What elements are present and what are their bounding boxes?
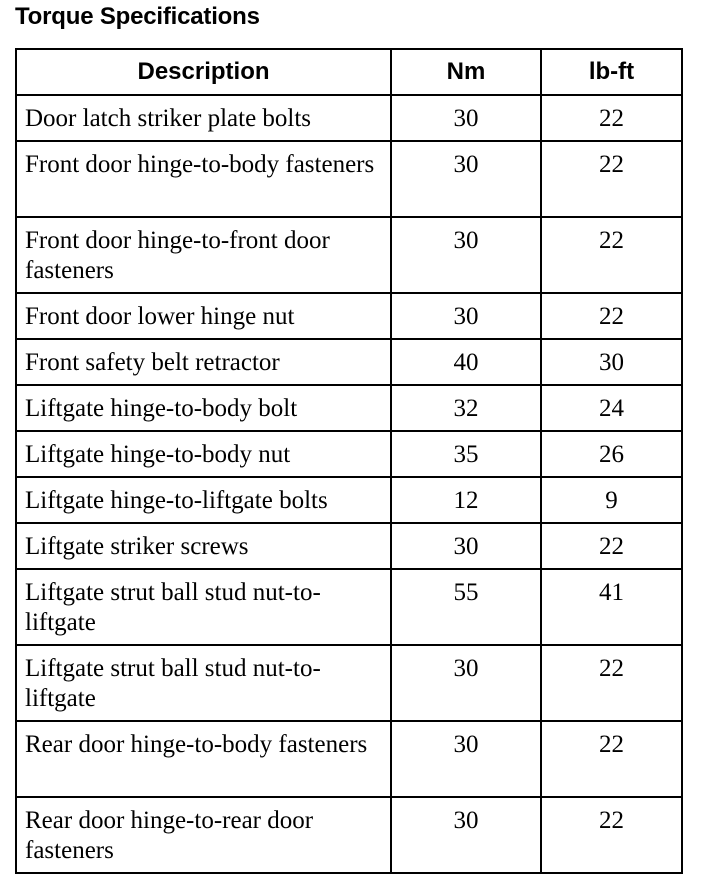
cell-nm: 30 [391,217,541,293]
header-row [16,49,682,95]
cell-lbft: 22 [541,645,682,721]
header-description: Description [16,49,391,95]
cell-nm: 30 [391,523,541,569]
page-title: Torque Specifications [15,3,260,30]
cell-lbft: 22 [541,523,682,569]
cell-nm: 12 [391,477,541,523]
table-row [16,477,682,523]
cell-description: Front door lower hinge nut [16,293,391,339]
cell-lbft: 22 [541,293,682,339]
cell-lbft: 22 [541,141,682,217]
cell-lbft: 30 [541,339,682,385]
cell-lbft: 22 [541,95,682,141]
cell-nm: 30 [391,645,541,721]
cell-description: Front safety belt retractor [16,339,391,385]
cell-lbft: 22 [541,797,682,873]
table-row [16,431,682,477]
cell-nm: 30 [391,141,541,217]
table-row [16,523,682,569]
table-row [16,797,682,873]
cell-description: Liftgate strut ball stud nut-to-liftgate [16,645,391,721]
table-row [16,95,682,141]
cell-description: Liftgate hinge-to-liftgate bolts [16,477,391,523]
table-row [16,721,682,797]
cell-description: Front door hinge-to-body fasteners [16,141,391,217]
cell-lbft: 22 [541,721,682,797]
cell-lbft: 22 [541,217,682,293]
table-row [16,645,682,721]
cell-description: Rear door hinge-to-rear door fasteners [16,797,391,873]
cell-lbft: 9 [541,477,682,523]
header-lbft: lb-ft [541,49,682,95]
table-row [16,339,682,385]
cell-lbft: 26 [541,431,682,477]
cell-description: Liftgate hinge-to-body nut [16,431,391,477]
cell-nm: 30 [391,293,541,339]
cell-description: Rear door hinge-to-body fasteners [16,721,391,797]
cell-description: Door latch striker plate bolts [16,95,391,141]
cell-lbft: 24 [541,385,682,431]
cell-description: Liftgate hinge-to-body bolt [16,385,391,431]
torque-spec-table [15,48,683,874]
cell-lbft: 41 [541,569,682,645]
header-nm: Nm [391,49,541,95]
cell-nm: 35 [391,431,541,477]
cell-nm: 30 [391,721,541,797]
table-row [16,293,682,339]
cell-nm: 55 [391,569,541,645]
cell-description: Liftgate strut ball stud nut-to-liftgate [16,569,391,645]
cell-nm: 40 [391,339,541,385]
cell-nm: 32 [391,385,541,431]
cell-description: Front door hinge-to-front door fasteners [16,217,391,293]
cell-description: Liftgate striker screws [16,523,391,569]
table-row [16,385,682,431]
table-row [16,217,682,293]
cell-nm: 30 [391,95,541,141]
table-row [16,569,682,645]
cell-nm: 30 [391,797,541,873]
table-row [16,141,682,217]
